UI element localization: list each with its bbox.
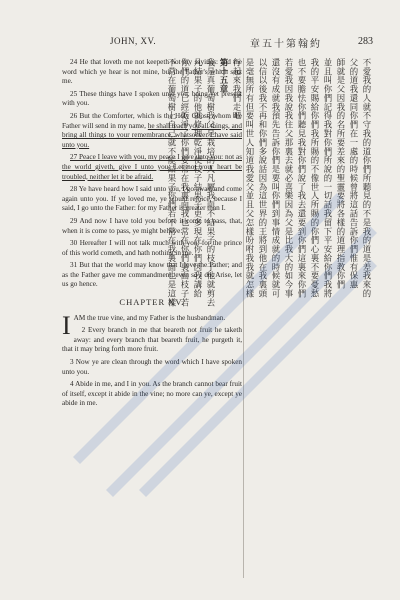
zh-line: 行起來我們走吧 xyxy=(232,58,242,121)
zh-line: 若愛我因我說我往父那裏去就必喜樂因為父是比我大的如今事 xyxy=(284,58,294,299)
verse-3: 3 Now ye are clean through the word which I have spoken unto you. xyxy=(62,358,242,376)
zh-line: 還沒有成就我預先告訴你們是要叫你們到事情成就的時候就可 xyxy=(271,58,281,299)
zh-line: 父的道我還同你們在一處的時候曾將這話告訴你們惟有保惠 xyxy=(349,58,359,290)
verse-25: 25 These things have I spoken unto you, being yet present with you. xyxy=(62,89,242,108)
header-book-chapter-en: JOHN, XV. xyxy=(110,36,157,46)
zh-line: 凡結果子的他就修理乾淨使枝子結果子更多現在你們因我講給 xyxy=(193,58,203,299)
zh-line: 師就是父因我的名所要差來的聖靈要將各樣的道理指教你們 xyxy=(336,58,346,290)
page-number: 283 xyxy=(358,36,373,47)
verse-31: 31 But that the world may know that I love the Father; and as the Father gave me commandment, even so I do. Arise, let us go hence. xyxy=(62,261,242,289)
verse-4: 4 Abide in me, and I in you. As the branch cannot bear fruit of itself, except it abide in the vine; no more can ye, except ye abide in me. xyxy=(62,380,242,408)
verse-28: 28 Ye have heard how I said unto you, I go away, and come again unto you. If ye loved me, ye would rejoice, because I said, I go unto the Father: for my Father is greater than I. xyxy=(62,185,242,213)
verse-24: 24 He that loveth me not keepeth not my sayings: and the word which ye hear is not mine, but the Father's which sent me. xyxy=(62,58,242,86)
zh-line: 並且叫你們記得我對你們所說的一切話我留下平安給你們我將 xyxy=(323,58,333,299)
verse-26-underlined: he shall teach you all things, and bring all things to your remembrance, whatsoever I have said unto you. xyxy=(62,121,242,149)
verse-29: 29 And now I have told you before it come to pass, that, when it is come to pass, ye might believe. xyxy=(62,216,242,235)
zh-line: 我的平安賜給你們我所賜的不像世人所賜的你們心裏不要憂愁 xyxy=(310,58,320,299)
zh-line: 我是真葡萄樹我父是栽培的人凡屬我而不結果子的枝子他就剪去 xyxy=(206,58,216,307)
verse-1-text: AM the true vine, and my Father is the husbandman. xyxy=(73,313,226,322)
header-book-chapter-zh: 章五十第翰約 xyxy=(250,39,322,50)
verse-26-part-a: 26 But the Comforter, which is the Holy Ghost, whom the Father will send in my name, xyxy=(62,111,242,130)
verse-2: 2 Every branch in me that beareth not fruit he taketh away: and every branch that beareth fruit, he purgeth it, that it may bring forth more fruit. xyxy=(62,326,242,354)
zh-line: 以信以後我不再和你們多說話因為這世界的王將到他在我裏頭 xyxy=(258,58,268,299)
zh-line: 你們的道已經乾淨了你們要常在我裏面我也常在你們裏面枝子若 xyxy=(180,58,190,307)
running-header xyxy=(0,36,400,52)
zh-line: 不常在葡萄樹上自己就不能結果子你們若不常在我裏面也是這樣 xyxy=(167,58,177,307)
zh-line: 也不要膽怯你們聽見我對你們說了我去還要到你們這裏來你們 xyxy=(297,58,307,299)
chinese-column xyxy=(167,58,372,578)
drop-cap: I xyxy=(62,310,71,340)
chapter-heading: CHAPTER XV. xyxy=(119,297,185,308)
verse-27: 27 Peace I leave with you, my peace I give unto you: not as the world giveth, give I unto you. Let not your heart be troubled, neither let it be afraid. xyxy=(62,153,242,181)
verse-30: 30 Hereafter I will not talk much with you: for the prince of this world cometh, and hath nothing in me. xyxy=(62,239,242,257)
zh-line: 是毫無所有但要叫世人知道我愛父並且父怎樣吩咐我我就怎樣 xyxy=(245,58,255,299)
zh-line: 不愛我的人就不守我的道你們所聽見的不是我的道是差我來的 xyxy=(362,58,372,299)
zh-chapter-heading: 第十五章 xyxy=(219,58,229,94)
